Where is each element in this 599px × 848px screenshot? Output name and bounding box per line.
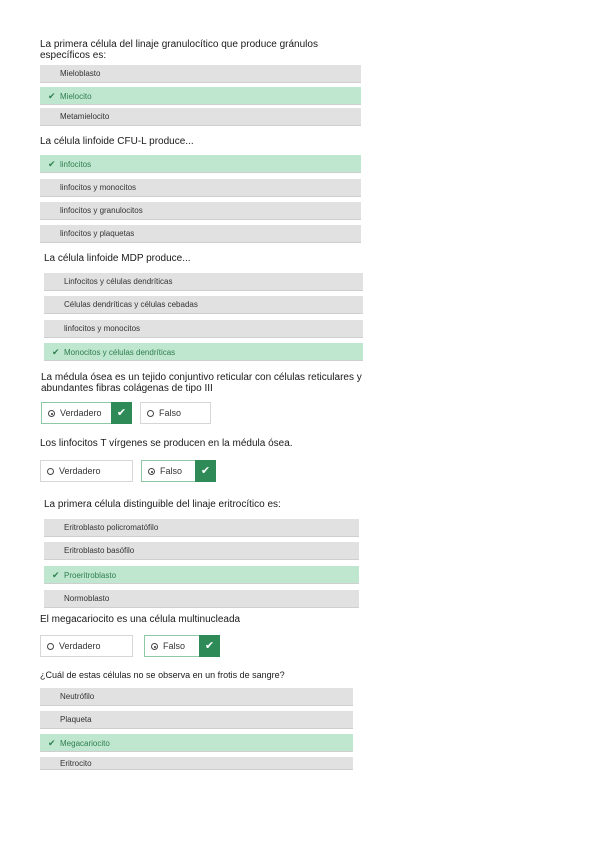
question-4: [41, 372, 371, 394]
question-text: ¿Cuál de estas células no se observa en un frotis de sangre?: [40, 670, 285, 680]
option-linfocitos[interactable]: [40, 155, 361, 173]
option-dendriticas-cebadas[interactable]: [44, 296, 363, 314]
option-mieloblasto[interactable]: [40, 65, 361, 83]
option-label: Mieloblasto: [60, 69, 101, 78]
option-normoblasto[interactable]: [44, 590, 359, 608]
check-icon: ✔: [48, 91, 56, 101]
option-label: Verdadero: [60, 408, 102, 418]
question-text: La célula linfoide MDP produce...: [44, 253, 191, 264]
option-label: Falso: [163, 641, 186, 651]
question-3: [44, 253, 364, 264]
option-eritroblasto-policromatofilo[interactable]: [44, 519, 359, 537]
question-8: [40, 670, 360, 681]
false-option[interactable]: [140, 402, 211, 424]
question-text: Los linfocitos T vírgenes se producen en la médula ósea.: [40, 438, 293, 449]
question-text: La célula linfoide CFU-L produce...: [40, 136, 194, 147]
option-label: Eritroblasto policromatófilo: [64, 523, 159, 532]
option-linfocitos-monocitos[interactable]: [40, 179, 361, 197]
option-linfocitos-plaquetas[interactable]: [40, 225, 361, 243]
false-option[interactable]: [141, 460, 216, 482]
option-label: Falso: [159, 408, 182, 418]
option-linfocitos-monocitos[interactable]: [44, 320, 363, 338]
question-text: La médula ósea es un tejido conjuntivo reticular con células reticulares y abundantes fibras colágenas de tipo III: [41, 372, 362, 394]
radio-icon: [148, 468, 155, 475]
radio-icon: [48, 410, 55, 417]
radio-icon: [47, 643, 54, 650]
check-icon: ✔: [48, 738, 56, 748]
false-option[interactable]: [144, 635, 220, 657]
option-label: Células dendríticas y células cebadas: [64, 300, 198, 309]
true-option[interactable]: [41, 402, 132, 424]
option-linfocitos-granulocitos[interactable]: [40, 202, 361, 220]
option-monocitos-dendriticas[interactable]: [44, 343, 363, 361]
option-label: Neutrófilo: [60, 692, 95, 701]
option-label: Mielocito: [60, 92, 92, 101]
option-label: Metamielocito: [60, 112, 110, 121]
check-icon: ✔: [52, 570, 60, 580]
option-label: linfocitos y monocitos: [60, 183, 137, 192]
option-label: linfocitos y granulocitos: [60, 206, 143, 215]
check-icon: ✔: [199, 635, 220, 657]
option-label: linfocitos y monocitos: [64, 324, 141, 333]
option-proeritroblasto[interactable]: [44, 566, 359, 584]
option-label: Proeritroblasto: [64, 571, 117, 580]
true-option[interactable]: [40, 460, 133, 482]
radio-icon: [47, 468, 54, 475]
option-label: Eritroblasto basófilo: [64, 546, 135, 555]
question-text: La primera célula distinguible del linaje eritrocítico es:: [44, 499, 281, 510]
question-1: [40, 39, 340, 61]
option-label: Linfocitos y células dendríticas: [64, 277, 173, 286]
option-label: linfocitos y plaquetas: [60, 229, 135, 238]
question-5: [40, 438, 360, 449]
option-linfocitos-dendriticas[interactable]: [44, 273, 363, 291]
option-label: Megacariocito: [60, 739, 110, 748]
check-icon: ✔: [195, 460, 216, 482]
question-6: [44, 499, 364, 510]
option-plaqueta[interactable]: [40, 711, 353, 729]
option-eritrocito[interactable]: [40, 757, 353, 770]
option-megacariocito[interactable]: [40, 734, 353, 752]
option-label: Verdadero: [59, 466, 101, 476]
question-text: El megacariocito es una célula multinucleada: [40, 614, 241, 625]
option-mielocito[interactable]: [40, 87, 361, 105]
option-eritroblasto-basofilo[interactable]: [44, 542, 359, 560]
option-label: Monocitos y células dendríticas: [64, 348, 176, 357]
option-label: Normoblasto: [64, 594, 110, 603]
radio-icon: [147, 410, 154, 417]
radio-icon: [151, 643, 158, 650]
check-icon: ✔: [52, 347, 60, 357]
option-label: Verdadero: [59, 641, 101, 651]
question-7: [40, 614, 360, 625]
option-neutrofilo[interactable]: [40, 688, 353, 706]
option-label: Falso: [160, 466, 183, 476]
question-text: La primera célula del linaje granulocítico que produce gránulos específicos es:: [40, 39, 318, 61]
true-option[interactable]: [40, 635, 133, 657]
check-icon: ✔: [111, 402, 132, 424]
option-label: linfocitos: [60, 160, 92, 169]
question-2: [40, 136, 360, 147]
check-icon: ✔: [48, 159, 56, 169]
option-metamielocito[interactable]: [40, 108, 361, 126]
option-label: Plaqueta: [60, 715, 92, 724]
option-label: Eritrocito: [60, 759, 92, 768]
